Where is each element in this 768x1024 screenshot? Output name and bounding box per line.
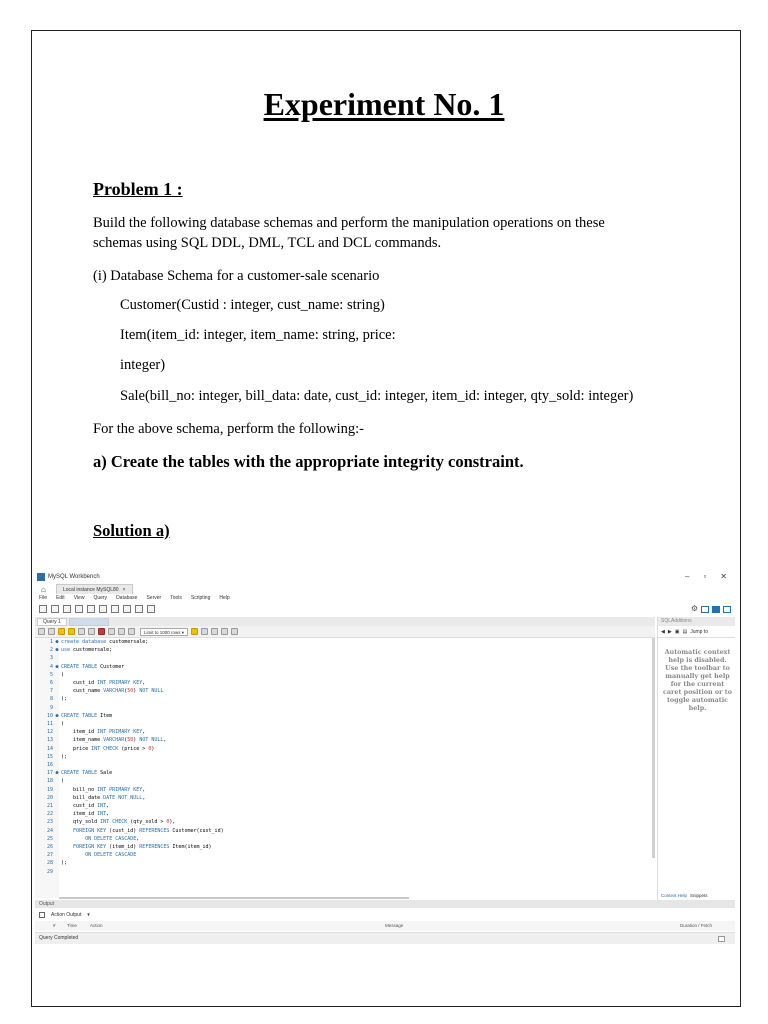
intro-line-1: Build the following database schemas and perform the manipulation operations on these bbox=[93, 215, 605, 231]
minimize-icon[interactable]: – bbox=[685, 572, 690, 581]
perform-line: For the above schema, perform the following:- bbox=[93, 421, 364, 437]
col-message: Message bbox=[385, 923, 404, 928]
line-number: 21 bbox=[46, 803, 53, 809]
code-line[interactable] bbox=[35, 810, 109, 818]
auto-help-icon[interactable]: ▤ bbox=[682, 628, 688, 635]
code-line[interactable] bbox=[35, 753, 67, 761]
code-line[interactable] bbox=[35, 704, 61, 712]
line-number: 24 bbox=[46, 827, 53, 834]
col-action: Action bbox=[90, 923, 103, 928]
menu-scripting[interactable]: Scripting bbox=[190, 595, 211, 601]
line-number: 12 bbox=[46, 729, 53, 736]
commit-icon[interactable] bbox=[108, 628, 115, 635]
back-icon[interactable]: ◀ bbox=[661, 628, 665, 635]
menu-help[interactable]: Help bbox=[219, 595, 230, 601]
output-icon bbox=[39, 912, 45, 918]
schema-item-line-2: integer) bbox=[120, 357, 166, 373]
line-number: 22 bbox=[46, 811, 53, 818]
restore-icon[interactable]: ▫ bbox=[703, 572, 707, 581]
execute-icon[interactable] bbox=[58, 628, 65, 635]
code-line[interactable] bbox=[35, 843, 212, 851]
code-line[interactable] bbox=[35, 695, 67, 703]
menu-tools[interactable]: Tools bbox=[170, 595, 182, 601]
line-number: 16 bbox=[46, 762, 53, 768]
line-number: 11 bbox=[46, 721, 53, 727]
code-line[interactable] bbox=[35, 687, 163, 695]
code-text: cust_id INT PRIMARY KEY, bbox=[61, 680, 146, 686]
close-icon[interactable]: ✕ bbox=[720, 572, 727, 581]
editor-tab-bar bbox=[35, 617, 655, 626]
line-number: 26 bbox=[46, 844, 53, 850]
panel-tabs bbox=[658, 891, 735, 900]
line-number: 13 bbox=[46, 737, 53, 744]
forward-icon[interactable]: ▶ bbox=[667, 628, 672, 635]
menu-bar bbox=[35, 594, 230, 602]
schema-sale: Sale(bill_no: integer, bill_data: date, cust_id: integer, item_id: integer, qty_sold: integer) bbox=[120, 388, 634, 404]
gear-icon[interactable]: ⚙ bbox=[690, 604, 698, 613]
code-line[interactable] bbox=[35, 794, 145, 802]
line-number: 9 bbox=[49, 704, 53, 711]
statement-marker-icon: ● bbox=[55, 639, 59, 645]
code-text: cust_id INT, bbox=[61, 803, 110, 809]
limit-rows-select[interactable]: Limit to 1000 rows ▾ bbox=[140, 628, 188, 636]
code-line[interactable] bbox=[35, 802, 109, 810]
editor-toolbar bbox=[35, 626, 655, 638]
code-text: use customersale; bbox=[61, 647, 113, 654]
code-text: ON DELETE CASCADE bbox=[85, 852, 137, 859]
create-function-icon[interactable] bbox=[123, 605, 131, 613]
question-a: a) Create the tables with the appropriate integrity constraint. bbox=[93, 452, 524, 471]
layout-toggles bbox=[691, 605, 731, 613]
intro-line-2: schemas using SQL DDL, DML, TCL and DCL commands. bbox=[93, 235, 442, 251]
mysql-app-icon bbox=[37, 573, 45, 581]
code-line[interactable] bbox=[35, 646, 112, 654]
find-icon[interactable] bbox=[201, 628, 208, 635]
sql-editor[interactable] bbox=[35, 638, 655, 898]
code-text: ( bbox=[61, 671, 65, 678]
code-line[interactable] bbox=[35, 761, 61, 769]
page-title: Experiment No. 1 bbox=[263, 86, 505, 122]
code-text: price INT CHECK (price > 0) bbox=[61, 745, 155, 752]
line-number: 23 bbox=[46, 819, 53, 826]
status-text: Query Completed bbox=[39, 935, 79, 941]
status-icon[interactable] bbox=[718, 936, 725, 942]
invisible-chars-icon[interactable] bbox=[211, 628, 218, 635]
create-table-icon[interactable] bbox=[87, 605, 95, 613]
statement-marker-icon: ● bbox=[55, 712, 59, 719]
line-number: 20 bbox=[46, 794, 53, 801]
window-controls bbox=[685, 572, 727, 581]
statement-marker-icon: ● bbox=[55, 647, 59, 654]
panel-title: SQLAdditions bbox=[658, 617, 735, 626]
menu-query[interactable]: Query bbox=[93, 595, 108, 601]
code-line[interactable] bbox=[35, 663, 124, 671]
line-number: 3 bbox=[49, 655, 53, 662]
code-text: ( bbox=[61, 778, 65, 785]
code-text: bill_date DATE NOT NULL, bbox=[61, 794, 146, 801]
code-line[interactable] bbox=[35, 720, 64, 728]
code-line[interactable] bbox=[35, 679, 145, 687]
code-text: create database customersale; bbox=[61, 639, 149, 645]
home-icon[interactable]: ⌂ bbox=[41, 585, 46, 594]
line-number: 6 bbox=[49, 680, 53, 686]
search-table-icon[interactable] bbox=[135, 605, 143, 613]
code-text: item_id INT, bbox=[61, 811, 110, 818]
code-text: item_id INT PRIMARY KEY, bbox=[61, 729, 146, 736]
schema-customer: Customer(Custid : integer, cust_name: string) bbox=[120, 297, 385, 313]
rollback-icon[interactable] bbox=[118, 628, 125, 635]
error-toggle-icon[interactable] bbox=[98, 628, 105, 635]
code-text: FOREIGN KEY (cust_id) REFERENCES Customer(cust_id) bbox=[73, 827, 224, 834]
line-number: 28 bbox=[46, 860, 53, 867]
code-text: item_name VARCHAR(50) NOT NULL, bbox=[61, 737, 167, 744]
code-line[interactable] bbox=[35, 654, 61, 662]
line-number: 2 bbox=[49, 647, 53, 654]
explain-icon[interactable] bbox=[78, 628, 85, 635]
code-text: ); bbox=[61, 696, 68, 703]
line-number: 17 bbox=[46, 770, 53, 777]
code-text: cust_name VARCHAR(50) NOT NULL bbox=[61, 688, 164, 695]
line-number: 14 bbox=[46, 745, 53, 752]
connection-tab-label: Local instance MySQL80 bbox=[63, 586, 119, 593]
solution-heading: Solution a) bbox=[93, 521, 170, 540]
code-line[interactable] bbox=[35, 868, 61, 876]
workbench-screenshot bbox=[35, 570, 735, 944]
line-number: 18 bbox=[46, 778, 53, 785]
col-number: # bbox=[53, 923, 56, 928]
intro-paragraph bbox=[93, 213, 683, 253]
code-text: CREATE TABLE Sale bbox=[61, 770, 113, 777]
code-line[interactable] bbox=[35, 777, 64, 785]
tab-snippets[interactable]: Snippets bbox=[690, 893, 708, 898]
code-text: ); bbox=[61, 753, 68, 760]
code-line[interactable] bbox=[35, 671, 64, 679]
line-number: 29 bbox=[46, 868, 53, 875]
code-line[interactable] bbox=[35, 851, 136, 859]
output-selector bbox=[35, 910, 735, 920]
status-bar bbox=[35, 932, 735, 944]
line-number: 5 bbox=[49, 671, 53, 678]
horizontal-scrollbar[interactable] bbox=[59, 897, 409, 899]
connection-tab-row bbox=[35, 583, 735, 594]
statement-marker-icon: ● bbox=[55, 663, 59, 670]
code-text: qty_sold INT CHECK (qty_sold > 0), bbox=[61, 819, 176, 826]
create-view-icon[interactable] bbox=[99, 605, 107, 613]
execute-current-icon[interactable] bbox=[68, 628, 75, 635]
line-number: 27 bbox=[46, 852, 53, 859]
panel-toolbar bbox=[658, 626, 735, 638]
schema-item-line-1: Item(item_id: integer, item_name: string, price: bbox=[120, 327, 396, 343]
sql-additions-panel bbox=[657, 617, 735, 900]
code-line[interactable] bbox=[35, 712, 112, 720]
code-line[interactable] bbox=[35, 786, 145, 794]
tab-context-help[interactable]: Context Help bbox=[661, 893, 688, 898]
autocommit-icon[interactable] bbox=[128, 628, 135, 635]
col-duration: Duration / Fetch bbox=[680, 923, 713, 928]
code-line[interactable] bbox=[35, 827, 224, 835]
create-procedure-icon[interactable] bbox=[111, 605, 119, 613]
manual-help-icon[interactable]: ▣ bbox=[674, 628, 680, 635]
line-number: 7 bbox=[49, 688, 53, 695]
window-title: MySQL Workbench bbox=[48, 574, 100, 580]
statement-marker-icon: ● bbox=[55, 770, 59, 777]
inspector-icon[interactable] bbox=[63, 605, 71, 613]
more-icon[interactable] bbox=[231, 628, 238, 635]
menu-view[interactable]: View bbox=[73, 595, 85, 601]
connection-tab[interactable] bbox=[56, 584, 133, 594]
col-time: Time bbox=[67, 923, 77, 928]
tab-close-icon[interactable]: × bbox=[122, 586, 126, 593]
tab-placeholder[interactable]: ████████ bbox=[69, 618, 109, 626]
code-text: ON DELETE CASCADE, bbox=[85, 835, 140, 842]
problem-heading: Problem 1 : bbox=[93, 179, 183, 199]
toggle-sidebar-icon[interactable] bbox=[701, 606, 709, 613]
wrap-icon[interactable] bbox=[221, 628, 228, 635]
window-titlebar bbox=[35, 570, 735, 584]
toggle-secondary-sidebar-icon[interactable] bbox=[723, 606, 731, 613]
save-icon[interactable] bbox=[48, 628, 55, 635]
line-number: 19 bbox=[46, 786, 53, 793]
toggle-output-icon[interactable] bbox=[712, 606, 720, 613]
open-sql-script-icon[interactable] bbox=[51, 605, 59, 613]
code-line[interactable] bbox=[35, 835, 139, 843]
open-file-icon[interactable] bbox=[38, 628, 45, 635]
code-text: ( bbox=[61, 721, 65, 727]
line-number: 15 bbox=[46, 753, 53, 760]
output-columns bbox=[35, 921, 735, 931]
context-help-text: Automatic context help is disabled. Use the toolbar to manually get help for the current caret position or to toggle automatic help. bbox=[663, 648, 732, 712]
output-header: Output bbox=[35, 900, 735, 908]
limit-rows-value: Limit to 1000 rows bbox=[144, 629, 181, 635]
code-text: bill_no INT PRIMARY KEY, bbox=[61, 786, 146, 793]
stop-icon[interactable] bbox=[88, 628, 95, 635]
reconnect-icon[interactable] bbox=[147, 605, 155, 613]
code-text: CREATE TABLE Customer bbox=[61, 663, 125, 670]
code-text: FOREIGN KEY (item_id) REFERENCES Item(item_id) bbox=[73, 844, 212, 850]
code-line[interactable] bbox=[35, 769, 112, 777]
chevron-down-icon[interactable]: ▾ bbox=[87, 912, 90, 918]
code-text: CREATE TABLE Item bbox=[61, 712, 113, 719]
menu-database[interactable]: Database bbox=[116, 595, 138, 601]
main-toolbar bbox=[35, 602, 735, 616]
vertical-scrollbar[interactable] bbox=[652, 638, 655, 858]
line-number: 25 bbox=[46, 835, 53, 842]
create-schema-icon[interactable] bbox=[75, 605, 83, 613]
jump-to-link[interactable]: Jump to bbox=[690, 628, 708, 635]
beautify-icon[interactable] bbox=[191, 628, 198, 635]
code-line[interactable] bbox=[35, 728, 145, 736]
line-number: 10 bbox=[46, 712, 53, 719]
menu-edit[interactable]: Edit bbox=[56, 595, 65, 601]
code-line[interactable] bbox=[35, 736, 166, 744]
action-output-select[interactable]: Action Output bbox=[51, 912, 82, 918]
code-line[interactable] bbox=[35, 638, 148, 646]
item-i-label: (i) Database Schema for a customer-sale scenario bbox=[93, 268, 380, 284]
line-number: 4 bbox=[49, 663, 53, 670]
menu-file[interactable]: File bbox=[39, 595, 48, 601]
code-line[interactable] bbox=[35, 745, 154, 753]
code-line[interactable] bbox=[35, 818, 175, 826]
new-sql-tab-icon[interactable] bbox=[39, 605, 47, 613]
tab-query-1[interactable]: Query 1 bbox=[37, 618, 67, 626]
line-number: 8 bbox=[49, 696, 53, 703]
code-text: ); bbox=[61, 860, 68, 867]
menu-server[interactable]: Server bbox=[146, 595, 162, 601]
line-number: 1 bbox=[49, 639, 53, 645]
code-line[interactable] bbox=[35, 859, 67, 867]
